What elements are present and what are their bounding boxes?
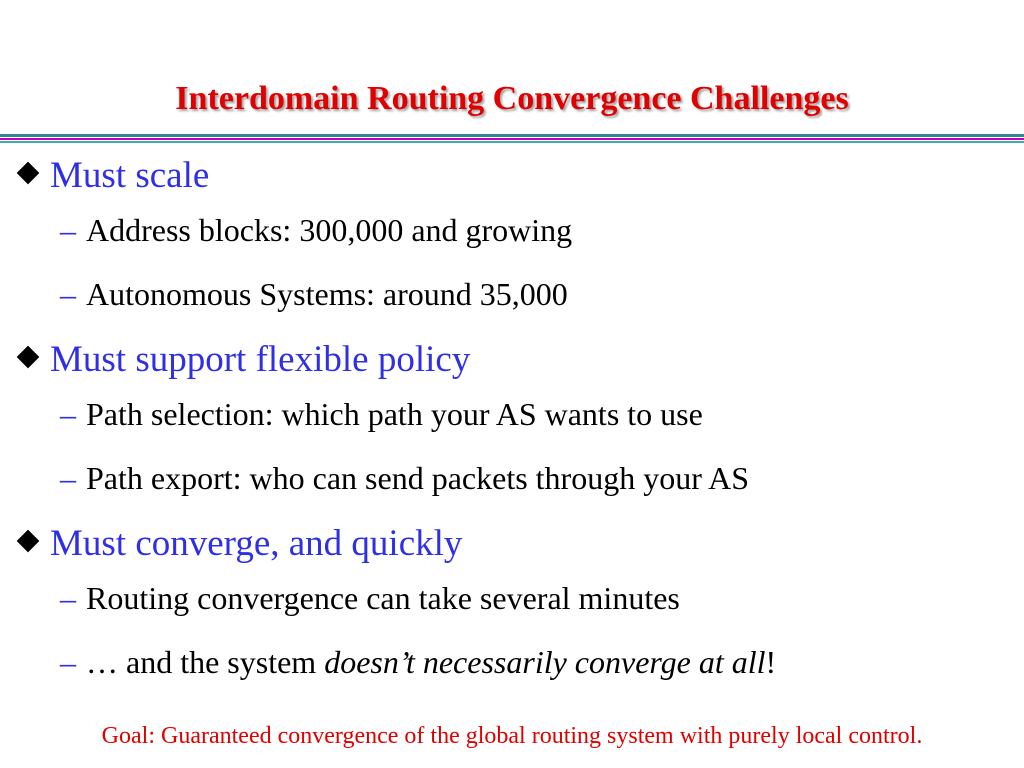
sub-bullet-suffix: ! xyxy=(765,644,777,680)
title-divider-middle xyxy=(0,138,1024,140)
bullet-flexible-policy xyxy=(14,338,470,381)
sub-bullet-text: Path selection: which path your AS wants to use xyxy=(86,396,703,432)
goal-footer: Goal: Guaranteed convergence of the global routing system with purely local control. xyxy=(101,723,923,749)
dash-marker: – xyxy=(60,644,76,680)
sub-bullet-address-blocks xyxy=(60,212,572,249)
sub-bullet-autonomous-systems xyxy=(60,276,568,313)
dash-marker: – xyxy=(60,460,76,496)
dash-marker: – xyxy=(60,276,76,312)
sub-bullet-text: Routing convergence can take several minutes xyxy=(86,580,680,616)
sub-bullet-path-selection xyxy=(60,396,703,433)
diamond-bullet-icon xyxy=(17,162,40,185)
bullet-heading: Must converge, and quickly xyxy=(50,523,463,564)
sub-bullet-text: Address blocks: 300,000 and growing xyxy=(86,212,573,248)
dash-marker: – xyxy=(60,580,76,616)
sub-bullet-prefix: … and the system xyxy=(86,644,325,680)
sub-bullet-text: Path export: who can send packets through your AS xyxy=(86,460,749,496)
diamond-bullet-icon xyxy=(17,346,40,369)
dash-marker: – xyxy=(60,396,76,432)
sub-bullet-not-converge xyxy=(60,644,776,681)
title-divider-bottom xyxy=(0,141,1024,143)
title-divider-top xyxy=(0,134,1024,137)
bullet-heading: Must scale xyxy=(50,155,210,196)
sub-bullet-emphasis: doesn’t necessarily converge at all xyxy=(324,644,766,680)
sub-bullet-text: Autonomous Systems: around 35,000 xyxy=(86,276,568,312)
slide-title: Interdomain Routing Convergence Challenges xyxy=(175,80,849,117)
sub-bullet-routing-convergence xyxy=(60,580,680,617)
dash-marker: – xyxy=(60,212,76,248)
bullet-must-converge xyxy=(14,522,462,565)
bullet-must-scale xyxy=(14,154,209,197)
bullet-heading: Must support flexible policy xyxy=(50,339,471,380)
sub-bullet-path-export xyxy=(60,460,749,497)
diamond-bullet-icon xyxy=(17,530,40,553)
